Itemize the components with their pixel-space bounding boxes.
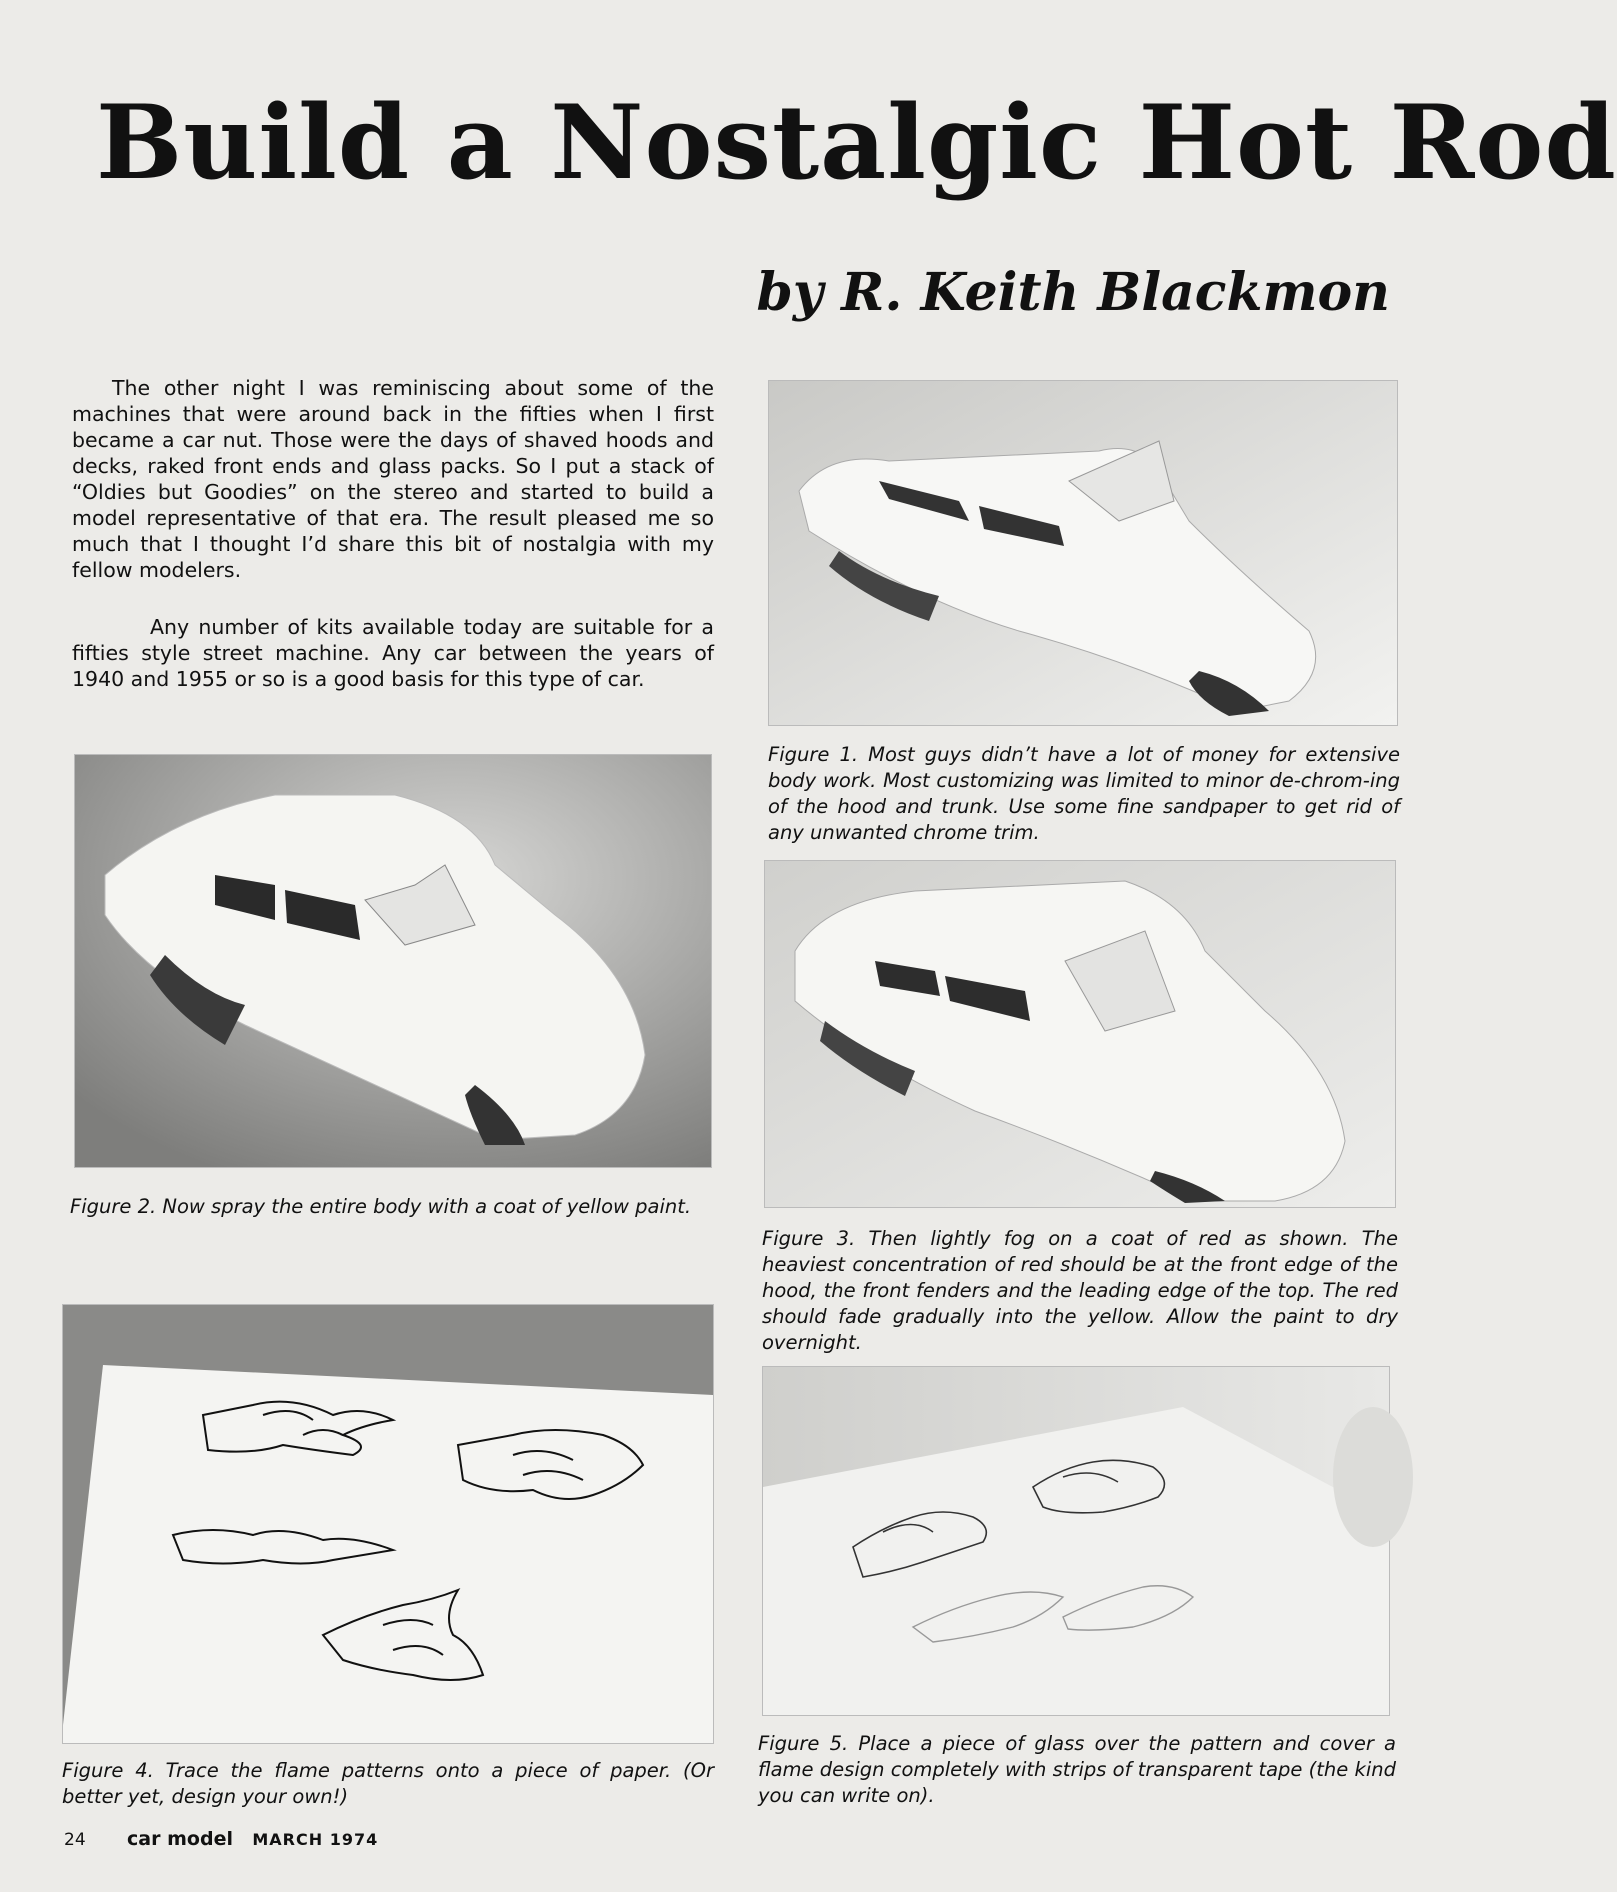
- magazine-name: car model: [127, 1828, 233, 1850]
- page-footer: [64, 1828, 378, 1850]
- figure-3-photo: [764, 860, 1396, 1208]
- paragraph-1: The other night I was reminiscing about some of the machines that were around back in the fifties when I first became a car nut. Those were the days of shaved hoods and decks, raked front ends and glass packs. So I put a stack of “Oldies but Goodies” on the stereo and started to build a model representative of that era. The result pleased me so much that I thought I’d share this bit of nostalgia with my fellow modelers.: [72, 376, 714, 582]
- figure-4-caption: Figure 4. Trace the flame patterns onto a piece of paper. (Or better yet, design your own!): [62, 1759, 714, 1808]
- figure-5-caption: Figure 5. Place a piece of glass over the pattern and cover a flame design completely with strips of transparent tape (the kind you can write on).: [758, 1732, 1396, 1807]
- article-byline: by R. Keith Blackmon: [756, 262, 1390, 323]
- article-title: Build a Nostalgic Hot Rod: [96, 83, 1617, 203]
- figure-5-photo: [762, 1366, 1390, 1716]
- figure-2-caption: Figure 2. Now spray the entire body with a coat of yellow paint.: [70, 1195, 692, 1218]
- figure-2-photo: [74, 754, 712, 1168]
- page-number: 24: [64, 1830, 86, 1850]
- figure-4-photo: [62, 1304, 714, 1744]
- figure-1-photo: [768, 380, 1398, 726]
- issue-date: MARCH 1974: [252, 1830, 379, 1849]
- figure-3-caption: Figure 3. Then lightly fog on a coat of red as shown. The heaviest concentration of red should be at the front edge of the hood, the front fenders and the leading edge of the top. The red should fade gradually into the yellow. Allow the paint to dry overnight.: [762, 1227, 1398, 1354]
- paragraph-2: Any number of kits available today are suitable for a fifties style street machine. Any car between the years of 1940 and 1955 or so is a good basis for this type of car.: [72, 615, 714, 691]
- figure-1-caption: Figure 1. Most guys didn’t have a lot of money for extensive body work. Most customizing was limited to minor de-chrom-ing of the hood and trunk. Use some fine sandpaper to get rid of any unwanted chrome trim.: [768, 743, 1400, 844]
